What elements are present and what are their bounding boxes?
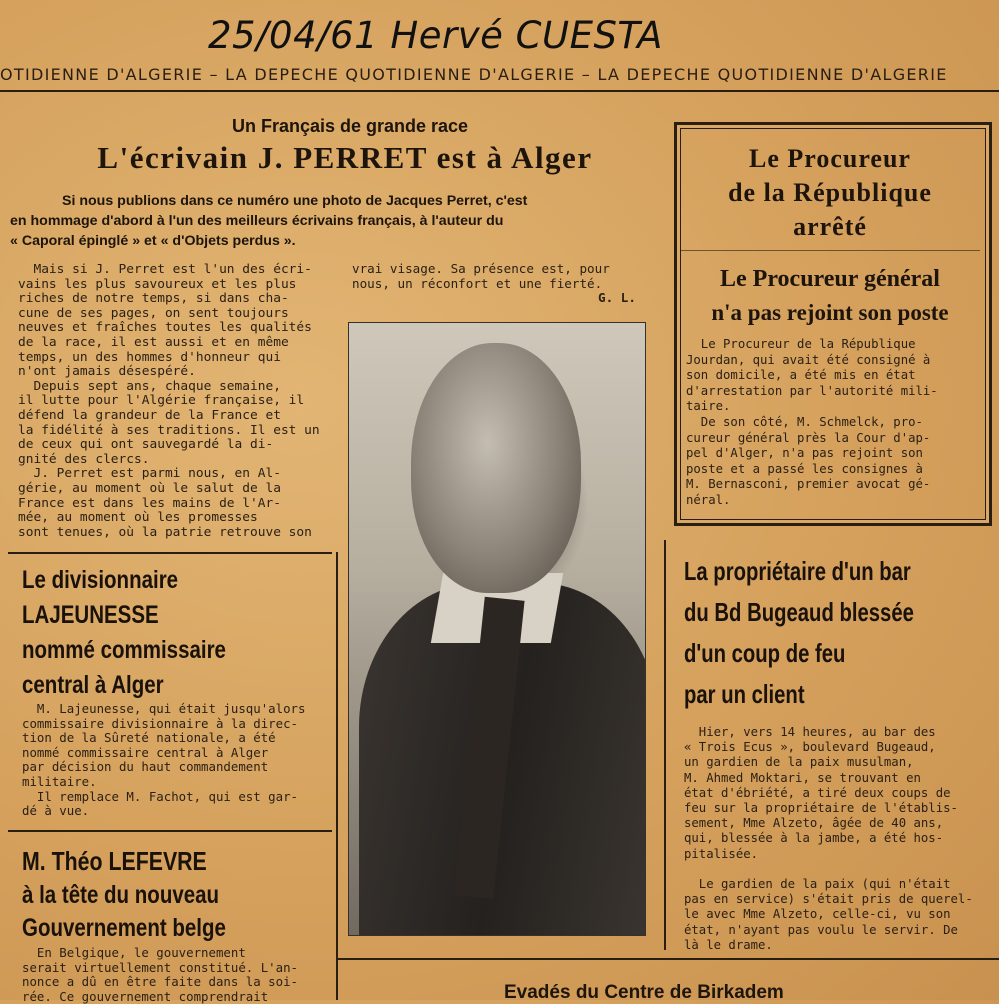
perret-kicker: Un Français de grande race xyxy=(231,116,469,136)
left-divider-2 xyxy=(8,830,332,832)
lajeunesse-body: M. Lajeunesse, qui était jusqu'alors commissaire divisionnaire à la direc- tion de la Sûreté nationale, a été nommé commissaire central à Alger par décision du haut commandement militaire. Il remplace M. Fachot, qui est gar- dé à vue. xyxy=(22,701,306,819)
bar-headline-line-3: d'un coup de feu xyxy=(684,638,846,668)
photo-head xyxy=(411,343,581,593)
procureur-headline-line-2: de la République xyxy=(728,178,932,207)
perret-signature: G. L. xyxy=(598,290,636,305)
bar-headline xyxy=(684,556,979,710)
bar-headline-line-1: La propriétaire d'un bar xyxy=(684,556,911,586)
masthead-banner: OTIDIENNE D'ALGERIE – LA DEPECHE QUOTIDIENNE D'ALGERIE – LA DEPECHE QUOTIDIENNE D'ALGERIE xyxy=(0,65,948,84)
left-divider-1 xyxy=(8,552,332,554)
lefevre-headline-line-1: M. Théo LEFEVRE xyxy=(22,846,207,876)
procureur-headline-line-3: arrêté xyxy=(793,212,867,241)
procureur-body: Le Procureur de la République Jourdan, qui avait été consigné à son domicile, a été mis en état d'arrestation par l'autorité mili- taire. De son côté, M. Schmelck, pro- cureur général près la Cour d'ap- pel d'Alger, n'a pas rejoint son poste et a passé les consignes à M. Bernasconi, premier avocat gé- néral. xyxy=(686,337,938,507)
perret-lead-line-1: Si nous publions dans ce numéro une photo de Jacques Perret, c'est xyxy=(62,193,528,209)
lefevre-headline xyxy=(22,846,271,943)
lefevre-headline-line-2: à la tête du nouveau xyxy=(22,881,220,909)
procureur-headline xyxy=(680,142,980,244)
perret-headline: L'écrivain J. PERRET est à Alger xyxy=(97,140,593,175)
bar-headline-line-2: du Bd Bugeaud blessée xyxy=(684,597,914,627)
bar-body: Hier, vers 14 heures, au bar des « Trois Ecus », boulevard Bugeaud, un gardien de la paix musulman, M. Ahmed Moktari, se trouvant en état d'ébriété, a tiré deux coups de feu sur la propriétaire de l'établis- sement, Mme Alzeto, âgée de 40 ans, qui, blessée à la jambe, a été hos- pitalisée. Le gardien de la paix (qui n'était pas en service) s'était pris de querel- le avec Mme Alzeto, celle-ci, vu son état, n'ayant pas voulu le servir. De là le drame. xyxy=(684,725,973,952)
bottom-rule xyxy=(338,958,999,960)
lefevre-body: En Belgique, le gouvernement serait virtuellement constitué. L'an- nonce a dû en être faite dans la soi- rée. Ce gouvernement comprendrait xyxy=(22,945,299,1004)
date-author-annotation: 25/04/61 Hervé CUESTA xyxy=(208,14,663,57)
lajeunesse-headline-line-1: Le divisionnaire xyxy=(22,566,179,594)
procureur-subhead-line-1: Le Procureur général xyxy=(720,266,940,292)
procureur-subhead-line-2: n'a pas rejoint son poste xyxy=(711,300,949,325)
birkadem-headline: Evadés du Centre de Birkadem xyxy=(504,982,784,1003)
lajeunesse-headline-line-2: LAJEUNESSE xyxy=(22,601,159,629)
perret-lead xyxy=(10,191,670,251)
masthead-rule xyxy=(0,90,999,92)
procureur-subhead xyxy=(680,262,980,330)
bar-headline-line-4: par un client xyxy=(684,679,805,709)
lajeunesse-headline-line-4: central à Alger xyxy=(22,671,164,699)
perret-lead-line-3: « Caporal épinglé » et « d'Objets perdus ». xyxy=(10,233,296,249)
right-column-rule xyxy=(664,540,666,950)
jacques-perret-photo xyxy=(348,322,646,936)
perret-body-right: vrai visage. Sa présence est, pour nous, un réconfort et une fierté. xyxy=(352,261,610,291)
procureur-divider xyxy=(680,250,980,251)
lefevre-headline-line-3: Gouvernement belge xyxy=(22,914,226,942)
perret-body-left: Mais si J. Perret est l'un des écri- vains les plus savoureux et les plus riches de notre temps, si dans cha- cune de ses pages, on sent toujours neuves et fraîches toutes les qualités de la race, il est aussi et en même temps, un des hommes d'honneur qui n'ont jamais désespéré. Depuis sept ans, chaque semaine, il lutte pour l'Algérie française, il défend la grandeur de la France et la fidélité à ses traditions. Il est un de ceux qui ont sauvegardé la di- gnité des clercs. J. Perret est parmi nous, en Al- gérie, au moment où le salut de la France est dans les mains de l'Ar- mée, au moment où les promesses sont tenues, où la patrie retrouve son xyxy=(18,261,320,539)
perret-lead-line-2: en hommage d'abord à l'un des meilleurs écrivains français, à l'auteur du xyxy=(10,213,504,229)
left-column-rule xyxy=(336,552,338,1000)
lajeunesse-headline xyxy=(22,566,271,700)
procureur-headline-line-1: Le Procureur xyxy=(749,144,911,173)
lajeunesse-headline-line-3: nommé commissaire xyxy=(22,636,226,664)
